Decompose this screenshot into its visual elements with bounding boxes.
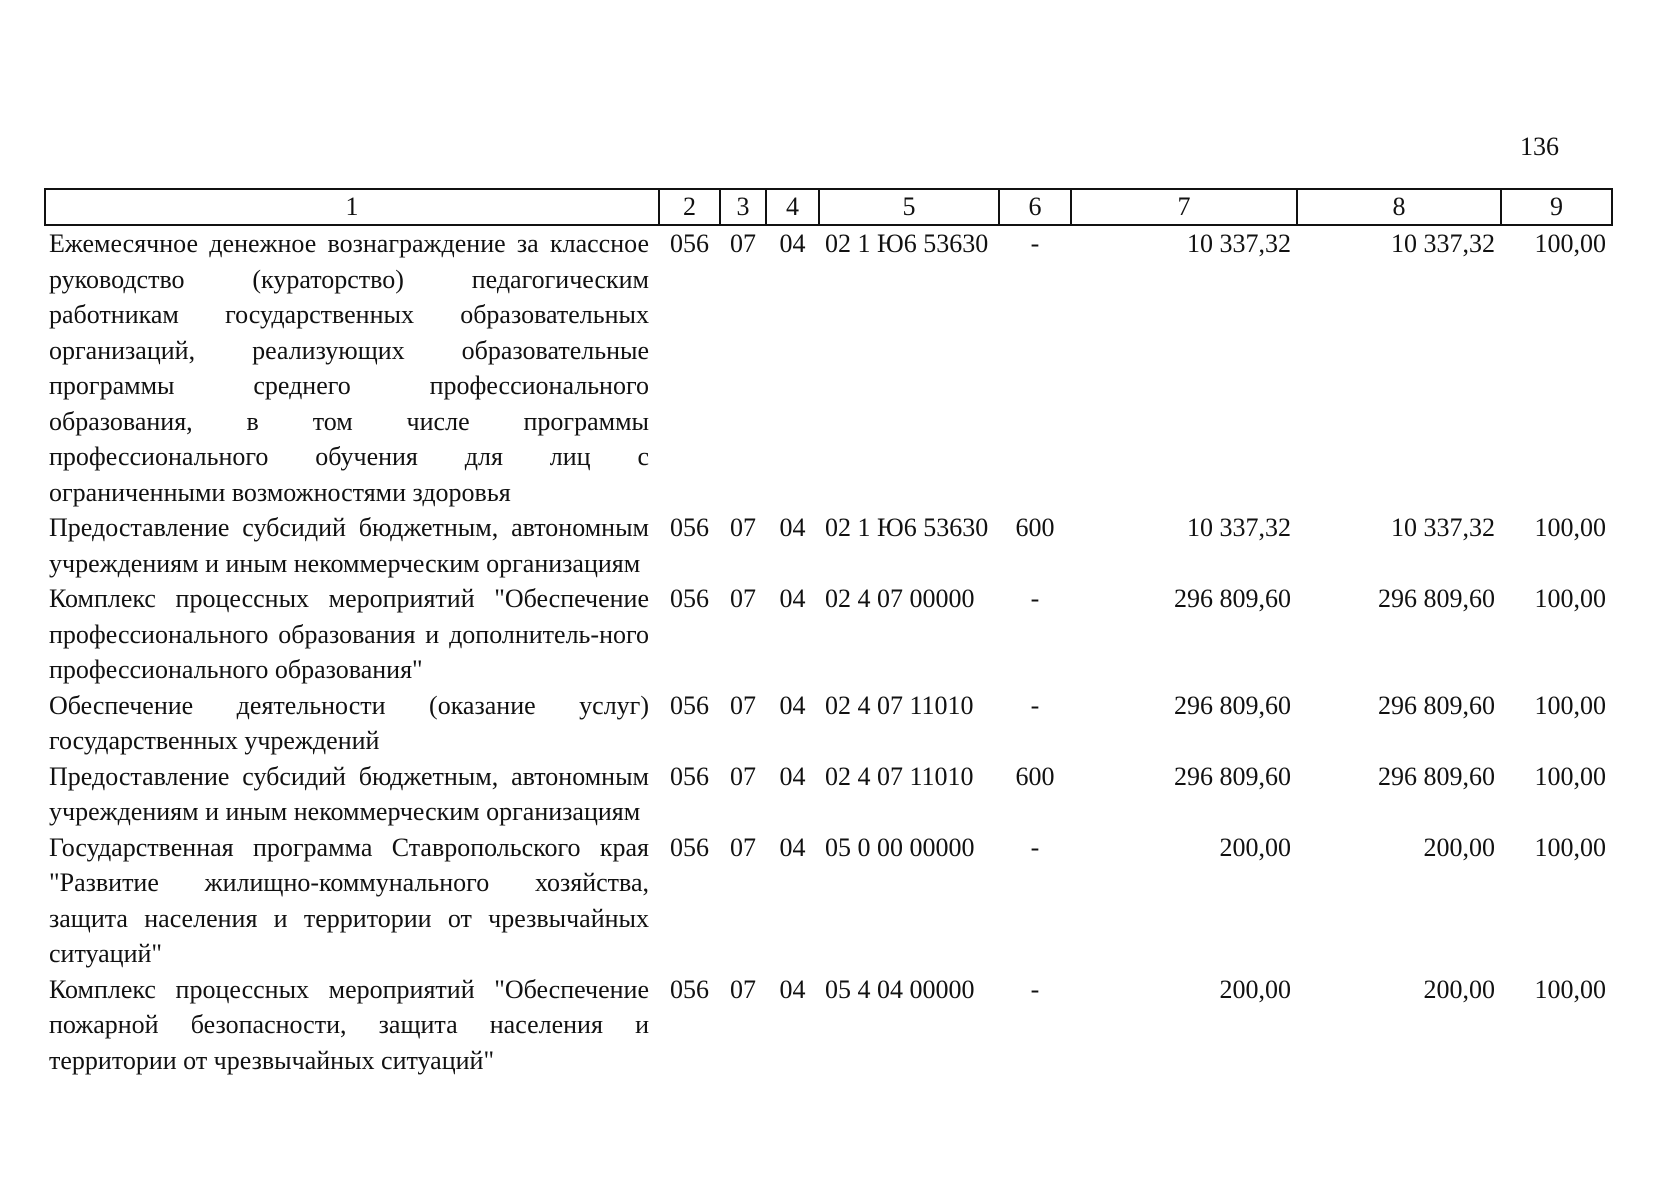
row-pct: 100,00: [1534, 513, 1606, 542]
row-vr: -: [1030, 229, 1040, 258]
table-body: [45, 225, 1612, 1078]
row-ved: 056: [670, 584, 709, 613]
row-vr: 600: [1015, 513, 1055, 542]
row-fact: 200,00: [1423, 832, 1495, 862]
row-ved: 056: [670, 761, 709, 791]
row-ved: 056: [670, 690, 709, 720]
row-csr: 05 4 04 00000: [825, 974, 975, 1004]
row-description: Комплекс процессных мероприятий "Обеспечение пожарной безопасности, защита населения и территории от чрезвычайных ситуаций": [49, 974, 649, 1075]
row-pct: 100,00: [1534, 690, 1606, 720]
row-csr: 02 1 Ю6 53630: [825, 229, 989, 258]
row-rz: 07: [730, 832, 756, 862]
row-plan: 200,00: [1219, 974, 1291, 1004]
header-cell: 1: [45, 189, 659, 225]
row-fact: 296 809,60: [1378, 584, 1495, 613]
table-header: [45, 189, 1612, 225]
row-rz: 07: [730, 974, 756, 1004]
row-ved: 056: [670, 974, 709, 1004]
table-row: [45, 225, 1612, 510]
header-row: [45, 189, 1612, 225]
header-cell: 8: [1297, 189, 1501, 225]
table-row: [45, 972, 1612, 1079]
header-cell: 6: [999, 189, 1071, 225]
row-pr: 04: [779, 229, 806, 258]
row-ved: 056: [670, 229, 709, 258]
row-rz: 07: [730, 584, 756, 613]
header-cell: 5: [819, 189, 999, 225]
row-description: Комплекс процессных мероприятий "Обеспечение профессионального образования и дополнитель-ного профессионального образования": [49, 584, 649, 684]
row-rz: 07: [730, 761, 756, 791]
row-pct: 100,00: [1534, 832, 1606, 862]
row-vr: -: [1030, 690, 1040, 720]
row-csr: 02 1 Ю6 53630: [825, 513, 989, 542]
row-rz: 07: [730, 513, 756, 542]
row-plan: 200,00: [1219, 832, 1291, 862]
row-pr: 04: [779, 832, 806, 862]
table-row: [45, 688, 1612, 759]
row-description: Предоставление субсидий бюджетным, автономным учреждениям и иным некоммерческим организациям: [49, 761, 649, 826]
row-fact: 296 809,60: [1378, 690, 1495, 720]
row-fact: 10 337,32: [1391, 513, 1495, 542]
row-plan: 296 809,60: [1174, 584, 1291, 613]
row-vr: -: [1030, 584, 1040, 613]
row-rz: 07: [730, 229, 756, 258]
budget-table: [44, 188, 1613, 1078]
table-row: [45, 830, 1612, 972]
row-csr: 02 4 07 00000: [825, 584, 975, 613]
row-plan: 10 337,32: [1187, 513, 1291, 542]
table-row: [45, 510, 1612, 581]
row-vr: -: [1030, 974, 1040, 1004]
row-description: Государственная программа Ставропольского края "Развитие жилищно-коммунального хозяйства, защита населения и территории от чрезвычайных ситуаций": [49, 832, 649, 968]
page-number: 136: [1520, 132, 1559, 161]
row-fact: 200,00: [1423, 974, 1495, 1004]
header-cell: 9: [1501, 189, 1612, 225]
row-pr: 04: [779, 513, 806, 542]
row-pr: 04: [779, 974, 806, 1004]
row-plan: 10 337,32: [1187, 229, 1291, 258]
header-cell: 4: [766, 189, 819, 225]
row-pr: 04: [779, 690, 806, 720]
row-ved: 056: [670, 832, 709, 862]
row-fact: 296 809,60: [1378, 761, 1495, 791]
row-pct: 100,00: [1534, 229, 1606, 258]
table-row: [45, 759, 1612, 830]
row-csr: 02 4 07 11010: [825, 761, 974, 791]
row-vr: 600: [1015, 761, 1055, 791]
row-description: Ежемесячное денежное вознаграждение за классное руководство (кураторство) педагогическим работникам государственных образовательных организаций, реализующих образовательные программы среднего профессионального образования, в том числе программы профессионального обучения для лиц с ограниченными возможностями здоровья: [49, 229, 649, 507]
row-csr: 05 0 00 00000: [825, 832, 975, 862]
row-plan: 296 809,60: [1174, 690, 1291, 720]
row-pct: 100,00: [1534, 761, 1606, 791]
row-description: Обеспечение деятельности (оказание услуг) государственных учреждений: [49, 690, 649, 755]
row-fact: 10 337,32: [1391, 229, 1495, 258]
row-ved: 056: [670, 513, 709, 542]
row-pr: 04: [779, 584, 806, 613]
row-vr: -: [1030, 832, 1040, 862]
table-row: [45, 581, 1612, 688]
row-pr: 04: [779, 761, 806, 791]
row-rz: 07: [730, 690, 756, 720]
header-cell: 7: [1071, 189, 1297, 225]
row-plan: 296 809,60: [1174, 761, 1291, 791]
header-cell: 3: [720, 189, 766, 225]
row-description: Предоставление субсидий бюджетным, автономным учреждениям и иным некоммерческим организациям: [49, 513, 649, 578]
row-pct: 100,00: [1534, 584, 1606, 613]
row-pct: 100,00: [1534, 974, 1606, 1004]
row-csr: 02 4 07 11010: [825, 690, 974, 720]
header-cell: 2: [659, 189, 720, 225]
